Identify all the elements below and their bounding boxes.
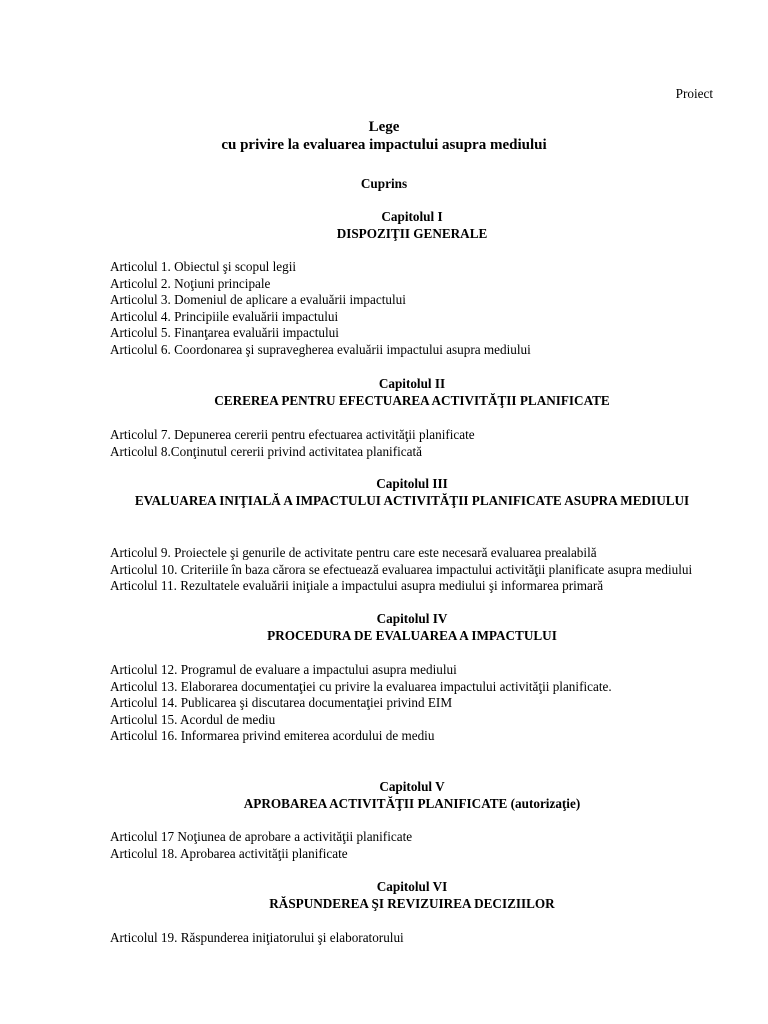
article-17: Articolul 17 Noţiunea de aprobare a activităţii planificate [110, 829, 413, 844]
article-2: Articolul 2. Noţiuni principale [110, 275, 271, 291]
article-10: Articolul 10. Criteriile în baza cărora se efectuează evaluarea impactului activităţii planificate asupra mediului [110, 561, 693, 577]
chapter-3-heading [110, 476, 714, 509]
chapter-4-heading [110, 611, 714, 644]
article-7: Articolul 7. Depunerea cererii pentru efectuarea activităţii planificate [110, 427, 475, 442]
article-16: Articolul 16. Informarea privind emiterea acordului de mediu [110, 728, 435, 744]
chapter-3-name: EVALUAREA INIŢIALĂ A IMPACTULUI ACTIVITĂŢII PLANIFICATE ASUPRA MEDIULUI [134, 492, 690, 508]
article-6: Articolul 6. Coordonarea şi supravegherea evaluării impactului asupra mediului [110, 341, 531, 357]
article-19: Articolul 19. Răspunderea iniţiatorului şi elaboratorului [110, 930, 404, 945]
law-title [0, 118, 768, 154]
proiect-label: Proiect [675, 86, 713, 101]
chapter-5-articles [110, 829, 714, 862]
article-3: Articolul 3. Domeniul de aplicare a evaluării impactului [110, 292, 406, 308]
law-title-line1: Lege [368, 119, 400, 135]
article-5: Articolul 5. Finanţarea evaluării impactului [110, 325, 339, 341]
chapter-6-heading [110, 879, 714, 912]
article-13: Articolul 13. Elaborarea documentaţiei cu privire la evaluarea impactului activităţii planificate. [110, 678, 612, 694]
chapter-2-heading [110, 376, 714, 409]
article-1: Articolul 1. Obiectul şi scopul legii [110, 259, 297, 274]
chapter-6-number: Capitolul VI [376, 879, 448, 894]
toc-heading: Cuprins [360, 176, 408, 191]
chapter-6-name: RĂSPUNDEREA ŞI REVIZUIREA DECIZIILOR [269, 895, 555, 911]
chapter-1-heading [110, 209, 714, 242]
article-4: Articolul 4. Principiile evaluării impactului [110, 308, 339, 324]
chapter-4-articles [110, 662, 714, 745]
chapter-4-number: Capitolul IV [376, 611, 448, 626]
chapter-5-name-line [110, 796, 714, 813]
chapter-5-name-suffix: (autorizaţie) [510, 795, 581, 811]
chapter-6-articles [110, 930, 714, 947]
article-12: Articolul 12. Programul de evaluare a impactului asupra mediului [110, 662, 457, 677]
chapter-2-articles [110, 427, 714, 460]
chapter-2-name: CEREREA PENTRU EFECTUAREA ACTIVITĂŢII PLANIFICATE [214, 392, 610, 408]
article-18: Articolul 18. Aprobarea activităţii planificate [110, 845, 348, 861]
chapter-3-number: Capitolul III [376, 476, 448, 491]
chapter-1-articles [110, 259, 714, 359]
chapter-1-number: Capitolul I [381, 209, 443, 224]
article-8: Articolul 8.Conţinutul cererii privind activitatea planificată [110, 443, 422, 459]
article-15: Articolul 15. Acordul de mediu [110, 711, 276, 727]
law-title-line2: cu privire la evaluarea impactului asupra mediului [221, 137, 547, 153]
chapter-5-number: Capitolul V [379, 779, 445, 794]
chapter-2-number: Capitolul II [378, 376, 446, 391]
chapter-1-name: DISPOZIŢII GENERALE [336, 225, 488, 241]
chapter-5-heading [110, 779, 714, 812]
chapter-3-articles [110, 545, 714, 595]
article-11: Articolul 11. Rezultatele evaluării iniţiale a impactului asupra mediului şi informarea primară [110, 578, 604, 594]
article-9: Articolul 9. Proiectele şi genurile de activitate pentru care este necesară evaluarea prealabilă [110, 545, 597, 560]
article-14: Articolul 14. Publicarea şi discutarea documentaţiei privind EIM [110, 695, 453, 711]
chapter-4-name: PROCEDURA DE EVALUAREA A IMPACTULUI [267, 627, 557, 643]
chapter-5-name: APROBAREA ACTIVITĂŢII PLANIFICATE [243, 795, 508, 811]
